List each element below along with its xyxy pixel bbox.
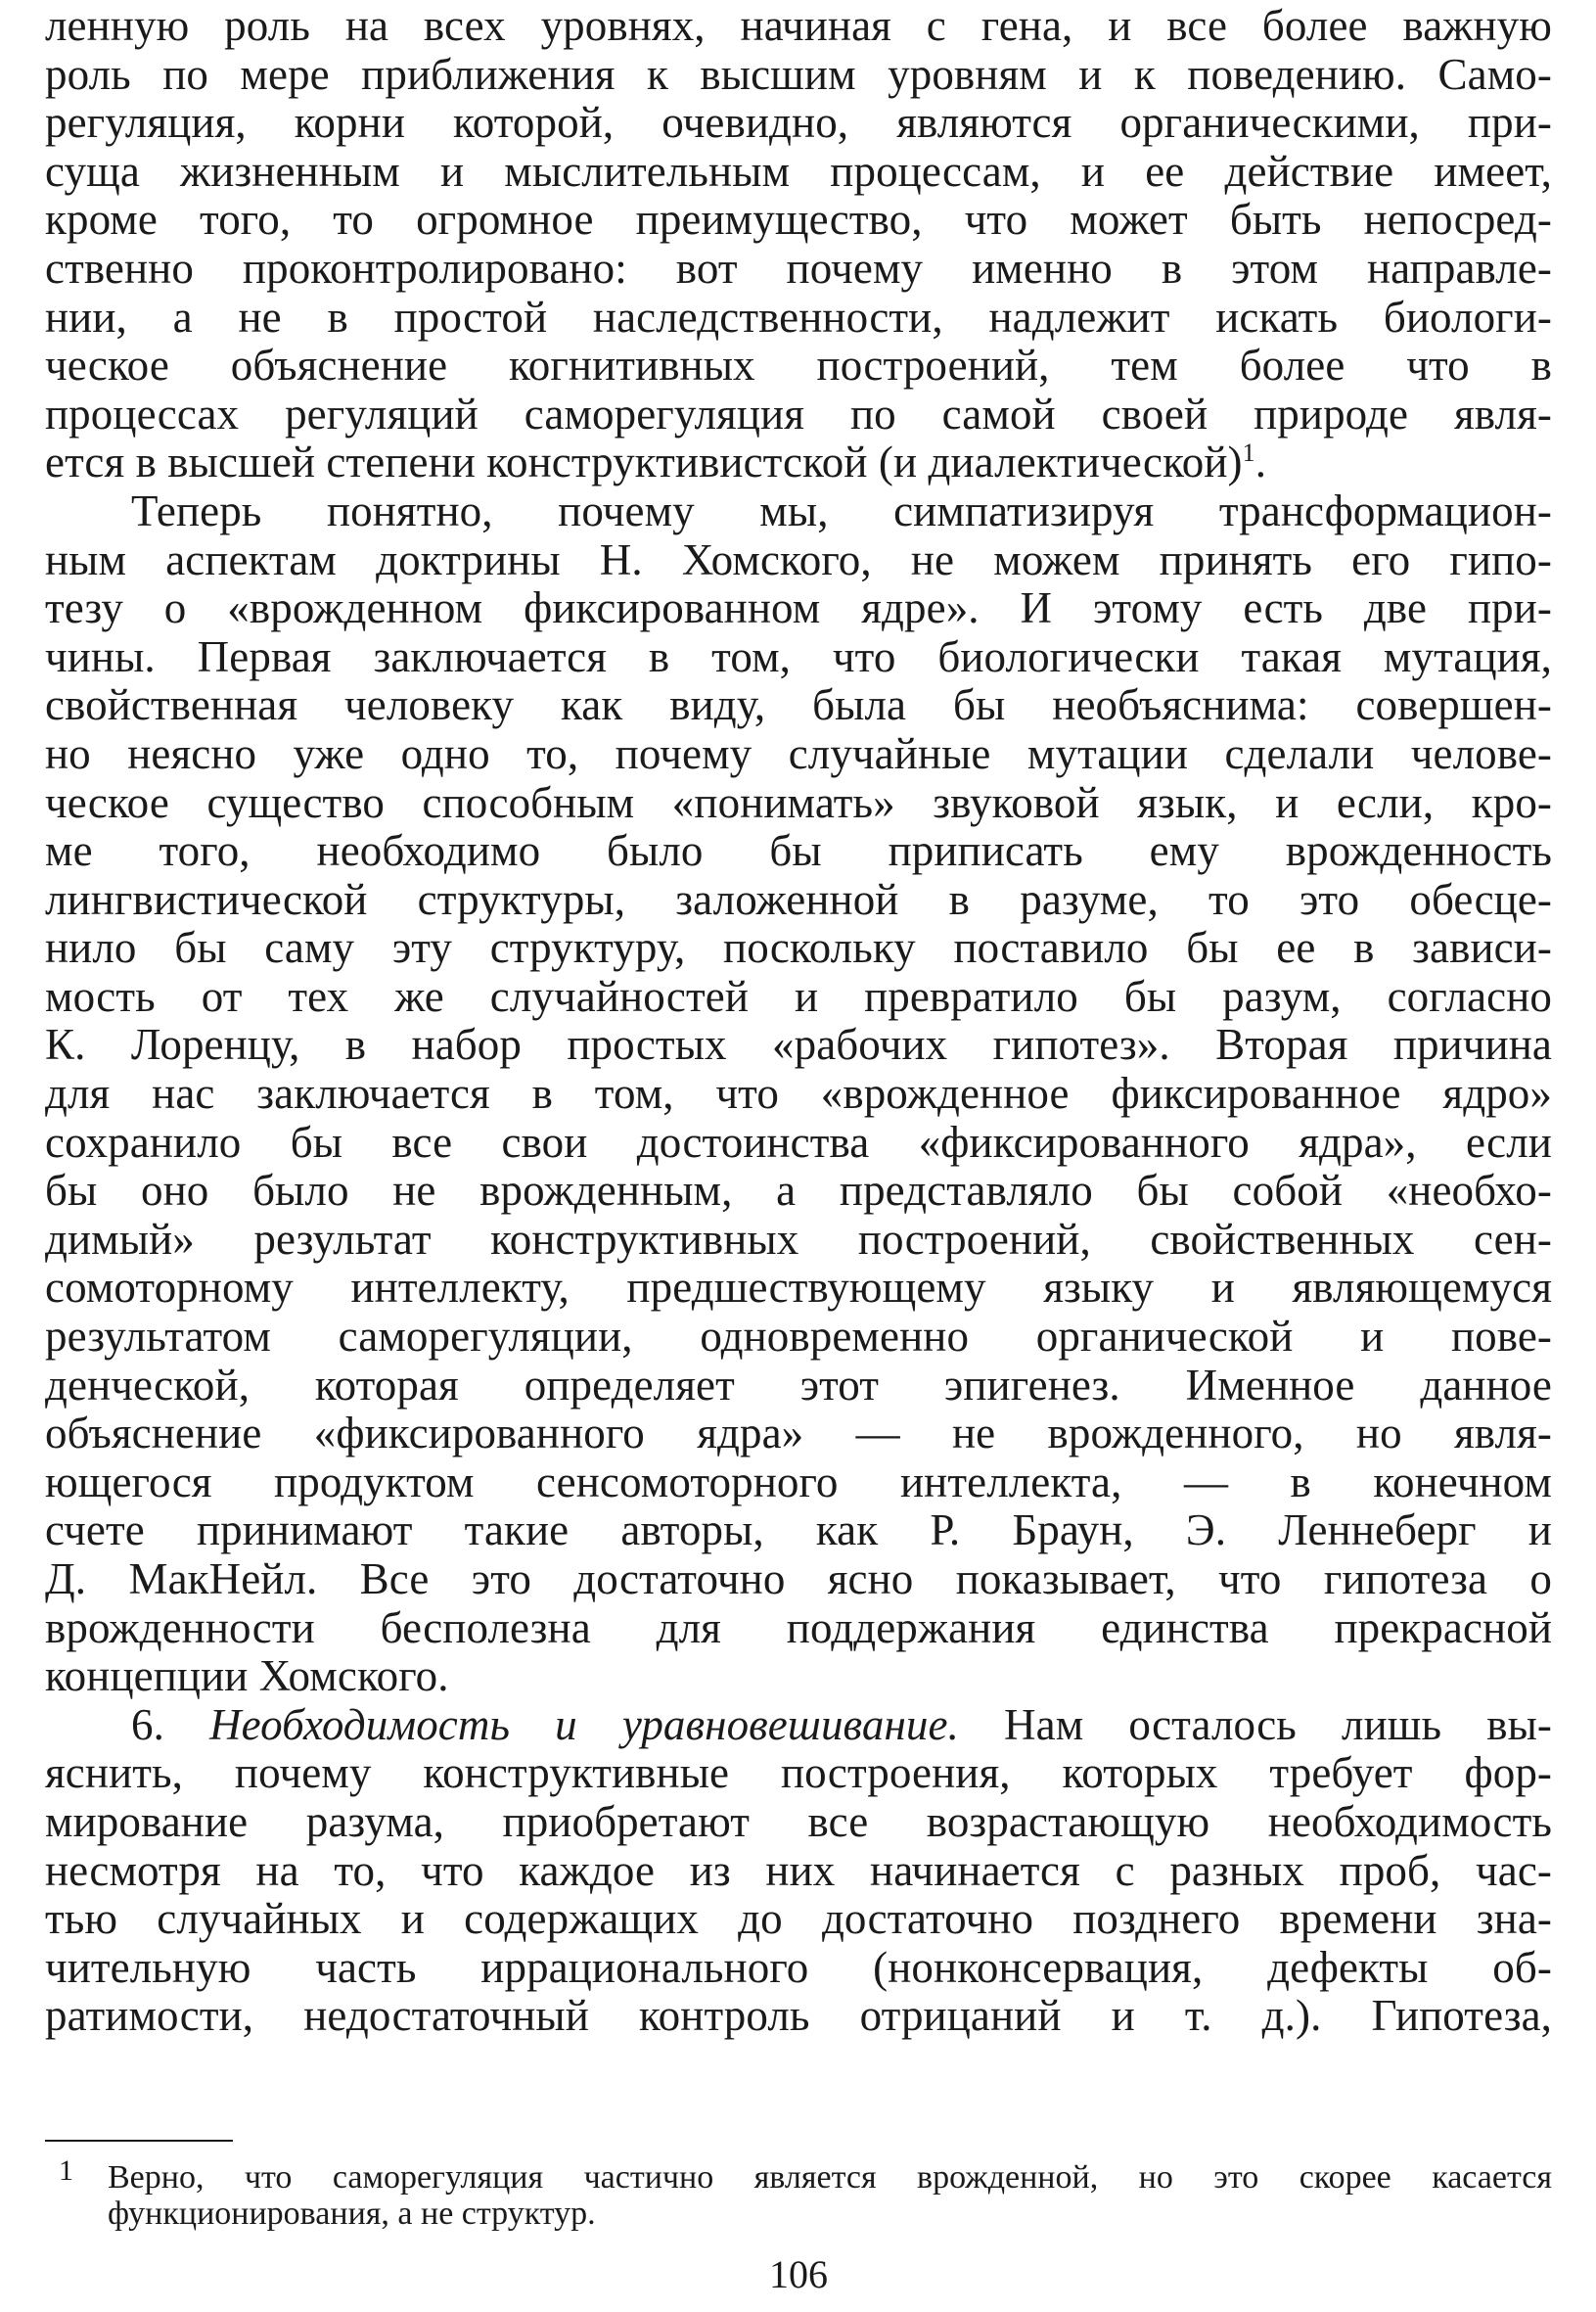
page-number: 106 bbox=[769, 2252, 828, 2296]
line-text: Нам осталось лишь вы- bbox=[958, 1699, 1552, 1749]
line-text: ственно проконтролировано: вот почему именно в этом направле- bbox=[45, 243, 1552, 293]
text-line bbox=[45, 196, 1552, 245]
footnote-mark: 1 bbox=[59, 2154, 73, 2187]
line-text: чительную часть иррационального (нонконсервация, дефекты об- bbox=[45, 1942, 1552, 1992]
text-line bbox=[45, 924, 1552, 973]
line-text: сомоторному интеллекту, предшествующему языку и являющемуся bbox=[45, 1263, 1552, 1313]
text-line bbox=[45, 973, 1552, 1022]
text-line bbox=[45, 1119, 1552, 1168]
line-text: ющегося продуктом сенсомоторного интеллекта, — в конечном bbox=[45, 1457, 1552, 1506]
line-text: сохранило бы все свои достоинства «фиксированного ядра», если bbox=[45, 1117, 1552, 1167]
footnote-ref: 1 bbox=[1242, 439, 1255, 468]
line-text: для нас заключается в том, что «врожденное фиксированное ядро» bbox=[45, 1069, 1552, 1119]
text-line bbox=[45, 536, 1552, 585]
line-text: Д. МакНейл. Все это достаточно ясно показывает, что гипотеза о bbox=[45, 1554, 1552, 1603]
line-text: нило бы саму эту структуру, поскольку поставило бы ее в зависи- bbox=[45, 923, 1552, 973]
text-line bbox=[45, 148, 1552, 197]
text-line bbox=[45, 1798, 1552, 1847]
text-line bbox=[45, 245, 1552, 294]
text-line bbox=[45, 51, 1552, 100]
line-text: но неясно уже одно то, почему случайные мутации сделали челове- bbox=[45, 728, 1552, 778]
text-line bbox=[45, 584, 1552, 633]
line-text: концепции Хомского. bbox=[45, 1651, 449, 1701]
text-line bbox=[45, 1652, 1552, 1701]
section-number: 6. bbox=[131, 1699, 210, 1749]
text-line bbox=[45, 1021, 1552, 1070]
text-line bbox=[45, 2, 1552, 51]
text-line bbox=[45, 294, 1552, 343]
line-text: Теперь понятно, почему мы, симпатизируя трансформацион- bbox=[131, 486, 1552, 535]
footnote-separator bbox=[45, 2140, 233, 2142]
line-text: регуляция, корни которой, очевидно, являются органическими, при- bbox=[45, 98, 1552, 148]
book-page bbox=[45, 0, 1552, 2312]
line-text: денческой, которая определяет этот эпигенез. Именное данное bbox=[45, 1360, 1552, 1410]
line-text: процессах регуляций саморегуляция по самой своей природе явля- bbox=[45, 389, 1552, 439]
text-line bbox=[45, 1944, 1552, 1993]
line-text: тью случайных и содержащих до достаточно позднего времени зна- bbox=[45, 1894, 1552, 1944]
text-line bbox=[45, 1313, 1552, 1362]
line-text: мость от тех же случайностей и превратило бы разум, согласно bbox=[45, 971, 1552, 1021]
period: . bbox=[1254, 438, 1267, 487]
line-text: ется в высшей степени конструктивистской (и диалектической) bbox=[45, 438, 1243, 487]
line-text: ческое существо способным «понимать» звуковой язык, и если, кро- bbox=[45, 777, 1552, 827]
line-text: врожденности бесполезна для поддержания единства прекрасной bbox=[45, 1602, 1552, 1652]
line-text: свойственная человеку как виду, была бы необъяснима: совершен- bbox=[45, 680, 1552, 730]
line-text: результатом саморегуляции, одновременно органической и пове- bbox=[45, 1312, 1552, 1362]
footnote-line bbox=[45, 2150, 1552, 2196]
text-line bbox=[45, 1895, 1552, 1944]
text-line bbox=[45, 1749, 1552, 1798]
line-text: нии, а не в простой наследственности, надлежит искать биологи- bbox=[45, 292, 1552, 342]
text-line bbox=[45, 1410, 1552, 1458]
text-line bbox=[45, 1264, 1552, 1313]
text-line bbox=[45, 1458, 1552, 1507]
line-text: тезу о «врожденном фиксированном ядре». И этому есть две при- bbox=[45, 583, 1552, 633]
text-line bbox=[45, 487, 1552, 536]
line-text: ным аспектам доктрины Н. Хомского, не можем принять его гипо- bbox=[45, 534, 1552, 584]
line-text: кроме того, то огромное преимущество, что может быть непосред- bbox=[45, 195, 1552, 245]
line-text: несмотря на то, что каждое из них начинается с разных проб, час- bbox=[45, 1845, 1552, 1895]
line-text: объяснение «фиксированного ядра» — не врожденного, но явля- bbox=[45, 1409, 1552, 1458]
text-line bbox=[45, 876, 1552, 925]
line-text: чины. Первая заключается в том, что биологически такая мутация, bbox=[45, 631, 1552, 681]
text-line bbox=[45, 342, 1552, 391]
text-line bbox=[45, 827, 1552, 876]
line-text: счете принимают такие авторы, как Р. Браун, Э. Леннеберг и bbox=[45, 1505, 1552, 1555]
line-text: ческое объяснение когнитивных построений, тем более что в bbox=[45, 341, 1552, 391]
line-text: мирование разума, приобретают все возрастающую необходимость bbox=[45, 1796, 1552, 1846]
text-line bbox=[45, 439, 1552, 487]
text-line bbox=[45, 1555, 1552, 1604]
text-line bbox=[45, 391, 1552, 439]
line-text: бы оно было не врожденным, а представляло бы собой «необхо- bbox=[45, 1166, 1552, 1216]
text-line bbox=[45, 779, 1552, 828]
footnote-line: функционирования, а не структур. bbox=[108, 2196, 596, 2232]
body-text bbox=[45, 2, 1552, 2041]
text-line bbox=[45, 1506, 1552, 1555]
line-text: суща жизненным и мыслительным процессам, и ее действие имеет, bbox=[45, 146, 1552, 196]
text-line bbox=[45, 1070, 1552, 1119]
section-heading: Необходимость и уравновешивание. bbox=[209, 1699, 959, 1749]
text-line bbox=[45, 633, 1552, 682]
text-line bbox=[45, 1604, 1552, 1653]
text-line bbox=[45, 1701, 1552, 1750]
text-line bbox=[45, 1992, 1552, 2041]
text-line bbox=[45, 681, 1552, 730]
line-text: ме того, необходимо было бы приписать ему врожденность bbox=[45, 826, 1552, 876]
line-text: К. Лоренцу, в набор простых «рабочих гипотез». Вторая причина bbox=[45, 1020, 1552, 1070]
text-line bbox=[45, 1362, 1552, 1410]
line-text: яснить, почему конструктивные построения, которых требует фор- bbox=[45, 1748, 1552, 1798]
footnote bbox=[45, 2150, 1552, 2236]
text-line bbox=[45, 99, 1552, 148]
text-line bbox=[45, 1216, 1552, 1265]
text-line bbox=[45, 730, 1552, 779]
line-text: ленную роль на всех уровнях, начиная с гена, и все более важную bbox=[45, 1, 1552, 50]
text-line bbox=[45, 1167, 1552, 1216]
text-line bbox=[45, 1847, 1552, 1896]
line-text: лингвистической структуры, заложенной в разуме, то это обесце- bbox=[45, 874, 1552, 924]
line-text: ратимости, недостаточный контроль отрицаний и т. д.). Гипотеза, bbox=[45, 1991, 1552, 2041]
footnote-text: Верно, что саморегуляция частично является врожденной, но это скорее касается bbox=[108, 2159, 1552, 2196]
line-text: димый» результат конструктивных построений, свойственных сен- bbox=[45, 1214, 1552, 1264]
line-text: роль по мере приближения к высшим уровням и к поведению. Само- bbox=[45, 49, 1552, 99]
